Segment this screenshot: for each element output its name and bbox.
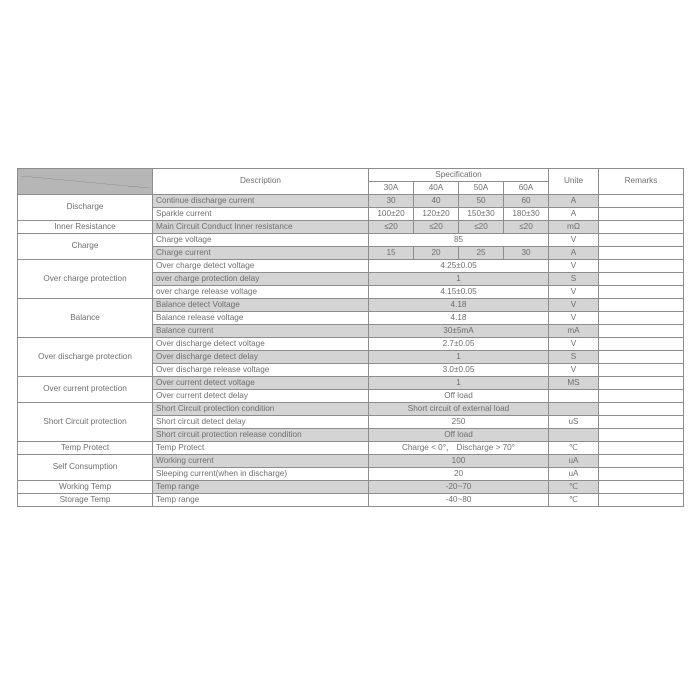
value-cell-merged: 4.18 bbox=[369, 299, 549, 312]
row-description: Over current detect voltage bbox=[153, 377, 369, 390]
value-cell: 50 bbox=[459, 195, 504, 208]
row-description: Continue discharge current bbox=[153, 195, 369, 208]
row-description: over charge protection delay bbox=[153, 273, 369, 286]
row-description: Main Circuit Conduct Inner resistance bbox=[153, 221, 369, 234]
value-cell-merged: -20~70 bbox=[369, 481, 549, 494]
category-label: Temp Protect bbox=[18, 442, 153, 455]
row-description: Balance detect Voltage bbox=[153, 299, 369, 312]
header-specification: Specification bbox=[369, 169, 549, 182]
unit-cell: mA bbox=[549, 325, 599, 338]
header-amp-60a: 60A bbox=[504, 182, 549, 195]
unit-cell: V bbox=[549, 260, 599, 273]
value-cell: 25 bbox=[459, 247, 504, 260]
unit-cell: V bbox=[549, 312, 599, 325]
row-description: Balance release voltage bbox=[153, 312, 369, 325]
row-description: Over charge detect voltage bbox=[153, 260, 369, 273]
remark-cell bbox=[599, 390, 684, 403]
remark-cell bbox=[599, 221, 684, 234]
unit-cell: ℃ bbox=[549, 494, 599, 507]
unit-cell: uA bbox=[549, 455, 599, 468]
value-cell-merged: 1 bbox=[369, 377, 549, 390]
unit-cell: A bbox=[549, 247, 599, 260]
remark-cell bbox=[599, 299, 684, 312]
unit-cell bbox=[549, 390, 599, 403]
value-cell: 60 bbox=[504, 195, 549, 208]
unit-cell: ℃ bbox=[549, 442, 599, 455]
remark-cell bbox=[599, 403, 684, 416]
table-row bbox=[18, 494, 684, 507]
value-cell-merged: 20 bbox=[369, 468, 549, 481]
value-cell: 150±30 bbox=[459, 208, 504, 221]
header-unite: Unite bbox=[549, 169, 599, 195]
remark-cell bbox=[599, 442, 684, 455]
value-cell-merged: 4.18 bbox=[369, 312, 549, 325]
value-cell-merged: 30±5mA bbox=[369, 325, 549, 338]
unit-cell: V bbox=[549, 286, 599, 299]
header-description: Description bbox=[153, 169, 369, 195]
value-cell-merged: Off load bbox=[369, 390, 549, 403]
value-cell: 15 bbox=[369, 247, 414, 260]
row-description: Temp range bbox=[153, 481, 369, 494]
header-row-top bbox=[18, 169, 684, 182]
remark-cell bbox=[599, 286, 684, 299]
value-cell: ≤20 bbox=[414, 221, 459, 234]
table-row bbox=[18, 403, 684, 416]
unit-cell: A bbox=[549, 208, 599, 221]
remark-cell bbox=[599, 234, 684, 247]
value-cell-merged: 4.25±0.05 bbox=[369, 260, 549, 273]
row-description: Over discharge release voltage bbox=[153, 364, 369, 377]
category-label: Charge bbox=[18, 234, 153, 260]
table-row bbox=[18, 221, 684, 234]
unit-cell: S bbox=[549, 351, 599, 364]
table-row bbox=[18, 338, 684, 351]
value-cell-merged: Charge < 0°， Discharge > 70° bbox=[369, 442, 549, 455]
value-cell: 100±20 bbox=[369, 208, 414, 221]
header-amp-40a: 40A bbox=[414, 182, 459, 195]
unit-cell: ℃ bbox=[549, 481, 599, 494]
value-cell-merged: 250 bbox=[369, 416, 549, 429]
unit-cell: A bbox=[549, 195, 599, 208]
value-cell: ≤20 bbox=[369, 221, 414, 234]
table-row bbox=[18, 260, 684, 273]
value-cell: 30 bbox=[504, 247, 549, 260]
row-description: Short circuit detect delay bbox=[153, 416, 369, 429]
row-description: Sleeping current(when in discharge) bbox=[153, 468, 369, 481]
category-label: Discharge bbox=[18, 195, 153, 221]
category-label: Over discharge protection bbox=[18, 338, 153, 377]
value-cell-merged: -40~80 bbox=[369, 494, 549, 507]
category-label: Storage Temp bbox=[18, 494, 153, 507]
unit-cell bbox=[549, 403, 599, 416]
remark-cell bbox=[599, 455, 684, 468]
remark-cell bbox=[599, 416, 684, 429]
row-description: Balance current bbox=[153, 325, 369, 338]
value-cell: 180±30 bbox=[504, 208, 549, 221]
table-row bbox=[18, 455, 684, 468]
value-cell-merged: 1 bbox=[369, 351, 549, 364]
remark-cell bbox=[599, 377, 684, 390]
unit-cell: MS bbox=[549, 377, 599, 390]
remark-cell bbox=[599, 481, 684, 494]
table-row bbox=[18, 195, 684, 208]
row-description: over charge release voltage bbox=[153, 286, 369, 299]
remark-cell bbox=[599, 312, 684, 325]
value-cell: 120±20 bbox=[414, 208, 459, 221]
row-description: Sparkle current bbox=[153, 208, 369, 221]
remark-cell bbox=[599, 494, 684, 507]
remark-cell bbox=[599, 351, 684, 364]
remark-cell bbox=[599, 260, 684, 273]
unit-cell: uS bbox=[549, 416, 599, 429]
corner-diagonal-cell bbox=[18, 169, 153, 195]
table-row bbox=[18, 377, 684, 390]
remark-cell bbox=[599, 247, 684, 260]
remark-cell bbox=[599, 273, 684, 286]
category-label: Working Temp bbox=[18, 481, 153, 494]
category-label: Over current protection bbox=[18, 377, 153, 403]
value-cell-merged: 4.15±0.05 bbox=[369, 286, 549, 299]
row-description: Temp Protect bbox=[153, 442, 369, 455]
remark-cell bbox=[599, 338, 684, 351]
value-cell-merged: Off load bbox=[369, 429, 549, 442]
row-description: Working current bbox=[153, 455, 369, 468]
remark-cell bbox=[599, 325, 684, 338]
header-remarks: Remarks bbox=[599, 169, 684, 195]
value-cell-merged: Short circuit of external load bbox=[369, 403, 549, 416]
row-description: Charge voltage bbox=[153, 234, 369, 247]
remark-cell bbox=[599, 364, 684, 377]
category-label: Self Consumption bbox=[18, 455, 153, 481]
category-label: Balance bbox=[18, 299, 153, 338]
unit-cell bbox=[549, 429, 599, 442]
table-row bbox=[18, 481, 684, 494]
remark-cell bbox=[599, 208, 684, 221]
table-header bbox=[18, 169, 684, 195]
value-cell-merged: 100 bbox=[369, 455, 549, 468]
row-description: Over discharge detect voltage bbox=[153, 338, 369, 351]
unit-cell: uA bbox=[549, 468, 599, 481]
header-amp-30a: 30A bbox=[369, 182, 414, 195]
value-cell: ≤20 bbox=[459, 221, 504, 234]
row-description: Short Circuit protection condition bbox=[153, 403, 369, 416]
table-row bbox=[18, 299, 684, 312]
value-cell: 20 bbox=[414, 247, 459, 260]
header-amp-50a: 50A bbox=[459, 182, 504, 195]
remark-cell bbox=[599, 468, 684, 481]
value-cell: 30 bbox=[369, 195, 414, 208]
value-cell: 40 bbox=[414, 195, 459, 208]
unit-cell: V bbox=[549, 299, 599, 312]
value-cell-merged: 85 bbox=[369, 234, 549, 247]
category-label: Inner Resistance bbox=[18, 221, 153, 234]
category-label: Over charge protection bbox=[18, 260, 153, 299]
row-description: Over current detect delay bbox=[153, 390, 369, 403]
table-body bbox=[18, 195, 684, 507]
table-row bbox=[18, 234, 684, 247]
row-description: Short circuit protection release condition bbox=[153, 429, 369, 442]
value-cell: ≤20 bbox=[504, 221, 549, 234]
row-description: Over discharge detect delay bbox=[153, 351, 369, 364]
unit-cell: V bbox=[549, 338, 599, 351]
category-label: Short Circuit protection bbox=[18, 403, 153, 442]
row-description: Temp range bbox=[153, 494, 369, 507]
table-row bbox=[18, 442, 684, 455]
unit-cell: V bbox=[549, 364, 599, 377]
unit-cell: mΩ bbox=[549, 221, 599, 234]
remark-cell bbox=[599, 195, 684, 208]
value-cell-merged: 1 bbox=[369, 273, 549, 286]
remark-cell bbox=[599, 429, 684, 442]
unit-cell: S bbox=[549, 273, 599, 286]
row-description: Charge current bbox=[153, 247, 369, 260]
battery-specification-table bbox=[17, 168, 684, 507]
value-cell-merged: 2.7±0.05 bbox=[369, 338, 549, 351]
unit-cell: V bbox=[549, 234, 599, 247]
value-cell-merged: 3.0±0.05 bbox=[369, 364, 549, 377]
diagonal-slash-icon bbox=[21, 176, 149, 188]
